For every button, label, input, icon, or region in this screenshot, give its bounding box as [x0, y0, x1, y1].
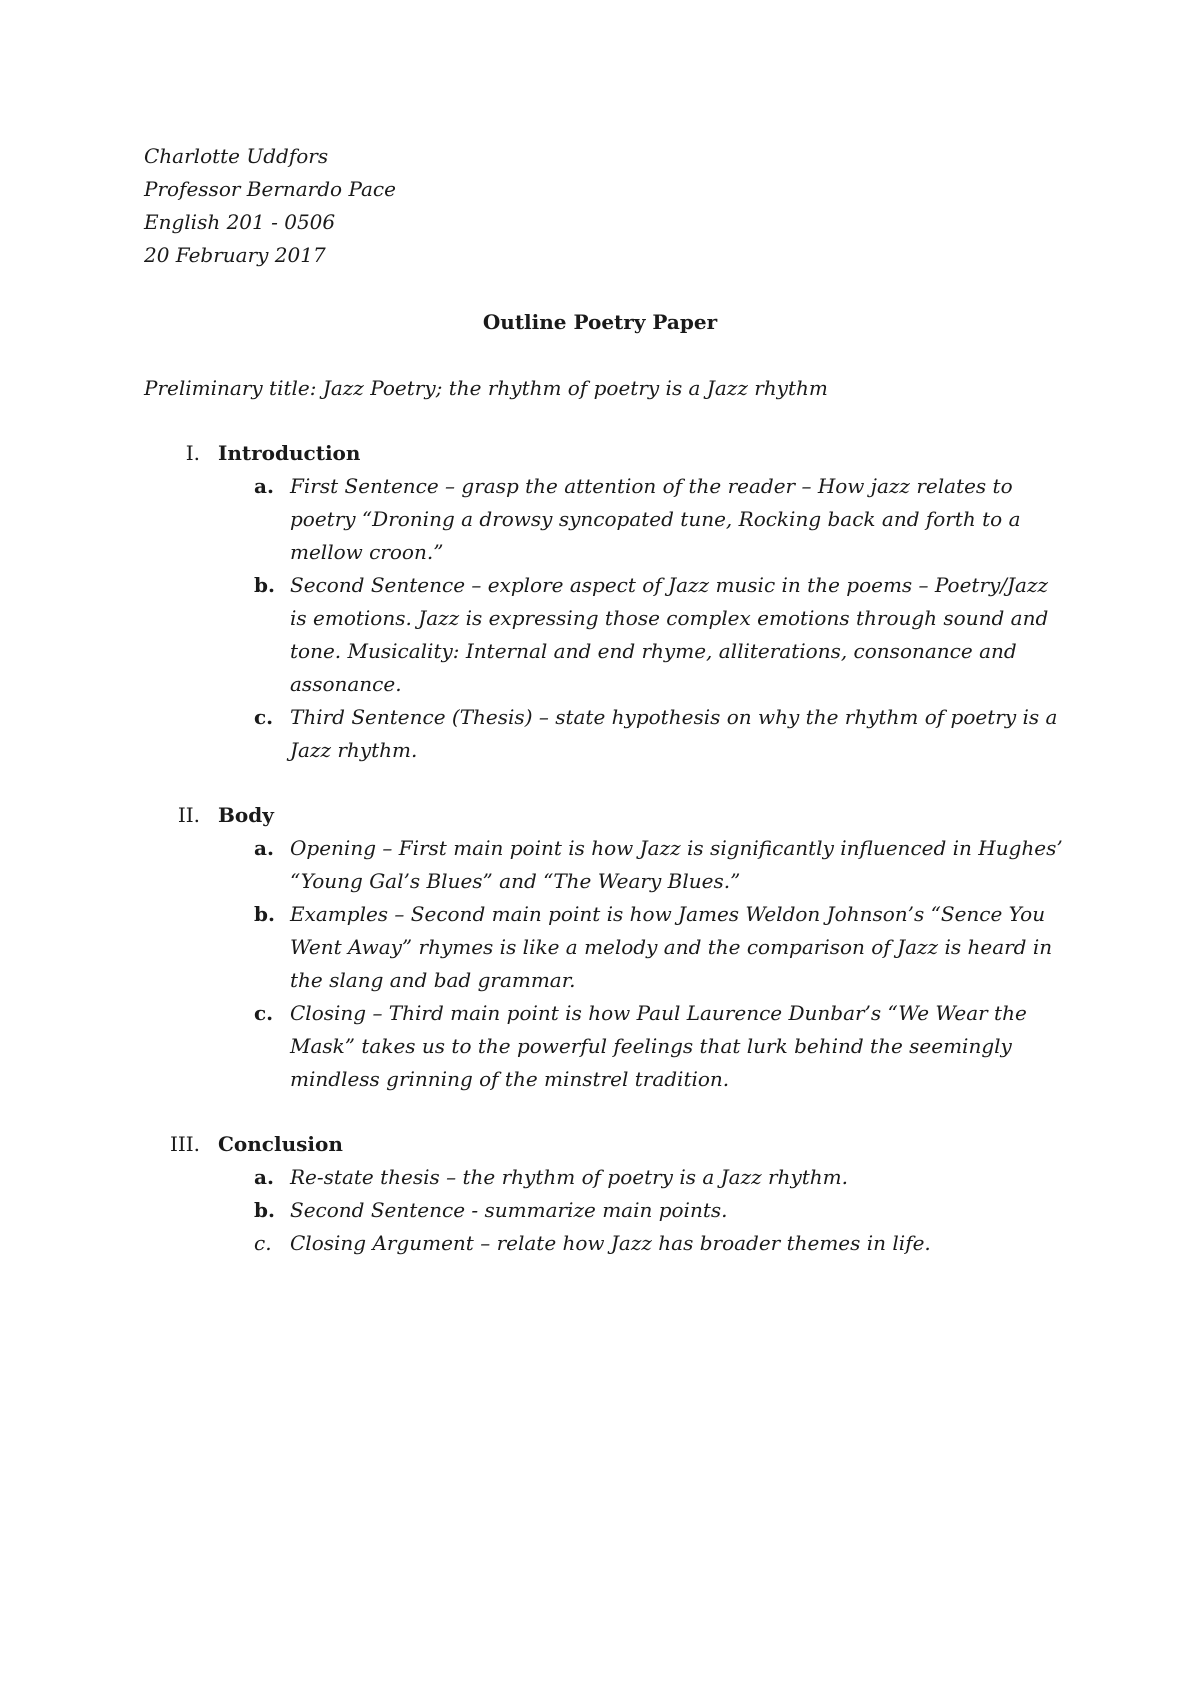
list-item-text: Re-state thesis – the rhythm of poetry is a Jazz rhythm.	[290, 1165, 848, 1189]
list-marker: b.	[254, 1198, 275, 1222]
list-item-text: Third Sentence (Thesis) – state hypothesis on why the rhythm of poetry is a Jazz rhythm.	[290, 705, 1058, 762]
list-item	[0, 898, 1200, 997]
section-numeral: III.	[169, 1132, 200, 1156]
list-marker: c.	[254, 1001, 274, 1025]
preliminary-title: Preliminary title: Jazz Poetry; the rhythm of poetry is a Jazz rhythm	[144, 376, 828, 400]
list-marker: c.	[254, 1231, 272, 1255]
section-title: Body	[218, 803, 274, 827]
list-item-text: Closing – Third main point is how Paul Laurence Dunbar’s “We Wear the Mask” takes us to the powerful feelings that lurk behind the seemingly mindless grinning of the minstrel tradition.	[290, 1001, 1027, 1091]
list-item-text: First Sentence – grasp the attention of the reader – How jazz relates to poetry “Droning a drowsy syncopated tune, Rocking back and forth to a mellow croon.”	[290, 474, 1021, 564]
section-body	[0, 799, 1200, 1096]
section-title: Conclusion	[218, 1132, 343, 1156]
professor-name: Professor Bernardo Pace	[144, 177, 396, 201]
list-item-text: Opening – First main point is how Jazz is significantly influenced in Hughes’ “Young Gal’s Blues” and “The Weary Blues.”	[290, 836, 1063, 893]
list-item-text: Second Sentence - summarize main points.	[290, 1198, 728, 1222]
list-item	[0, 1194, 1200, 1227]
course-code: English 201 - 0506	[144, 210, 336, 234]
list-marker: a.	[254, 836, 274, 860]
section-heading	[0, 1128, 1200, 1161]
section-introduction	[0, 437, 1200, 767]
list-item	[0, 470, 1200, 569]
date: 20 February 2017	[144, 243, 326, 267]
section-numeral: I.	[185, 441, 200, 465]
section-conclusion	[0, 1128, 1200, 1260]
section-title: Introduction	[218, 441, 361, 465]
document-title: Outline Poetry Paper	[482, 310, 718, 334]
list-item	[0, 569, 1200, 701]
section-heading	[0, 437, 1200, 470]
list-marker: c.	[254, 705, 274, 729]
list-marker: b.	[254, 573, 275, 597]
list-item	[0, 997, 1200, 1096]
list-item	[0, 701, 1200, 767]
list-item	[0, 1161, 1200, 1194]
list-item-text: Examples – Second main point is how James Weldon Johnson’s “Sence You Went Away” rhymes is like a melody and the comparison of Jazz is heard in the slang and bad grammar.	[290, 902, 1053, 992]
header-block	[144, 140, 396, 272]
list-marker: a.	[254, 474, 274, 498]
list-marker: b.	[254, 902, 275, 926]
section-heading	[0, 799, 1200, 832]
list-item-text: Second Sentence – explore aspect of Jazz music in the poems – Poetry/Jazz is emotions. Jazz is expressing those complex emotions through sound and tone. Musicality: Internal and end rhyme, alliterations, consonance and assonance.	[290, 573, 1049, 696]
list-item-text: Closing Argument – relate how Jazz has broader themes in life.	[290, 1231, 931, 1255]
author-name: Charlotte Uddfors	[144, 144, 329, 168]
section-numeral: II.	[177, 803, 200, 827]
list-item	[0, 832, 1200, 898]
list-marker: a.	[254, 1165, 274, 1189]
list-item	[0, 1227, 1200, 1260]
